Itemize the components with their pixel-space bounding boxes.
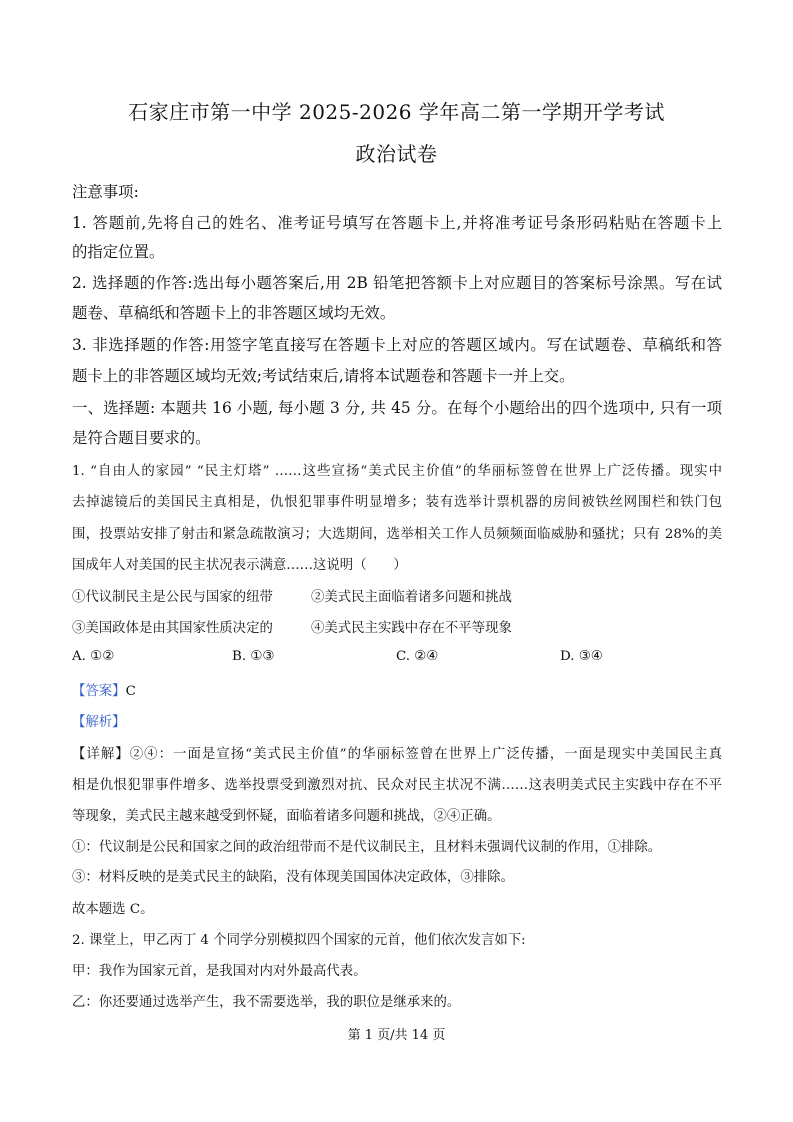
q1-exclusion: ①：代议制是公民和国家之间的政治纽带而不是代议制民主，且材料未强调代议制的作用，①排除。 [72,840,662,855]
q1-exclusion: ③：材料反映的是美式民主的缺陷，没有体现美国国体决定政体，③排除。 [72,870,514,885]
q1-stem-line: 1. “自由人的家园” “民主灯塔” ……这些宣扬“美式民主价值”的华丽标签曾在世界上广泛传播。现实中 [72,464,722,479]
analysis-label: 【解析】 [72,715,126,730]
q2-stem-line: 甲：我作为国家元首，是我国对内对外最高代表。 [72,964,367,979]
notice-line: 的指定位置。 [72,243,165,261]
answer-label: 【答案】 [72,684,126,699]
notice-line: 1. 答题前,先将自己的姓名、准考证号填写在答题卡上,并将准考证号条形码粘贴在答题卡上 [72,214,722,232]
answer-value: C [125,684,136,699]
q1-option-b: B. ①③ [232,649,275,664]
exam-subtitle: 政治试卷 [355,142,438,166]
q1-statement: ③美国政体是由其国家性质决定的 [72,621,273,636]
q1-statement: ②美式民主面临着诸多问题和挑战 [311,590,512,605]
notice-line: 3. 非选择题的作答:用签字笔直接写在答题卡上对应的答题区域内。写在试题卷、草稿纸和答 [72,336,722,354]
exam-title: 石家庄市第一中学 2025-2026 学年高二第一学期开学考试 [128,100,665,124]
notice-line: 2. 选择题的作答:选出每小题答案后,用 2B 铅笔把答额卡上对应题目的答案标号涂黑。写在试 [72,274,722,292]
notice-line: 题卷、草稿纸和答题卡上的非答题区域均无效。 [72,304,396,322]
section-heading-cont: 是符合题目要求的。 [72,429,211,447]
q1-statement: ①代议制民主是公民与国家的纽带 [72,590,273,605]
page-number: 第 1 页/共 14 页 [347,1028,446,1043]
q1-stem-line: 去掉滤镜后的美国民主真相是，仇恨犯罪事件明显增多；装有选举计票机器的房间被铁丝网围栏和铁门包 [72,495,722,510]
q2-stem-line: 乙：你还要通过选举产生，我不需要选举，我的职位是继承来的。 [72,995,461,1010]
q1-stem-line: 国成年人对美国的民主状况表示满意……这说明（ ） [72,558,407,573]
q1-answer [72,680,722,699]
detail-label: 【详解】 [72,747,130,762]
q1-conclusion: 故本题选 C。 [72,902,154,917]
q1-statement: ④美式民主实践中存在不平等现象 [311,621,512,636]
section-heading: 一、选择题: 本题共 16 小题, 每小题 3 分, 共 45 分。在每个小题给出的四个选项中, 只有一项 [72,399,722,417]
q1-detail-line [72,743,722,762]
notice-heading: 注意事项: [72,183,139,201]
q1-option-c: C. ②④ [396,649,439,664]
q1-stem-line: 围，投票站安排了射击和紧急疏散演习；大选期间，选举相关工作人员频频面临威胁和骚扰；只有 28%的美 [72,527,722,542]
q2-stem-line: 2. 课堂上，甲乙丙丁 4 个同学分别模拟四个国家的元首，他们依次发言如下: [72,933,526,948]
q1-option-d: D. ③④ [560,649,603,664]
detail-text: ②④：一面是宣扬“美式民主价值”的华丽标签曾在世界上广泛传播，一面是现实中美国民主真 [129,747,722,762]
q1-analysis [72,711,722,730]
q1-detail-line: 相是仇恨犯罪事件增多、选举投票受到激烈对抗、民众对民主状况不满……这表明美式民主实践中存在不平 [72,778,722,793]
q1-option-a: A. ①② [72,649,115,664]
notice-line: 题卡上的非答题区域均无效;考试结束后,请将本试题卷和答题卡一并上交。 [72,367,575,385]
q1-detail-line: 等现象，美式民主越来越受到怀疑，面临着诸多问题和挑战，②④正确。 [72,809,501,824]
